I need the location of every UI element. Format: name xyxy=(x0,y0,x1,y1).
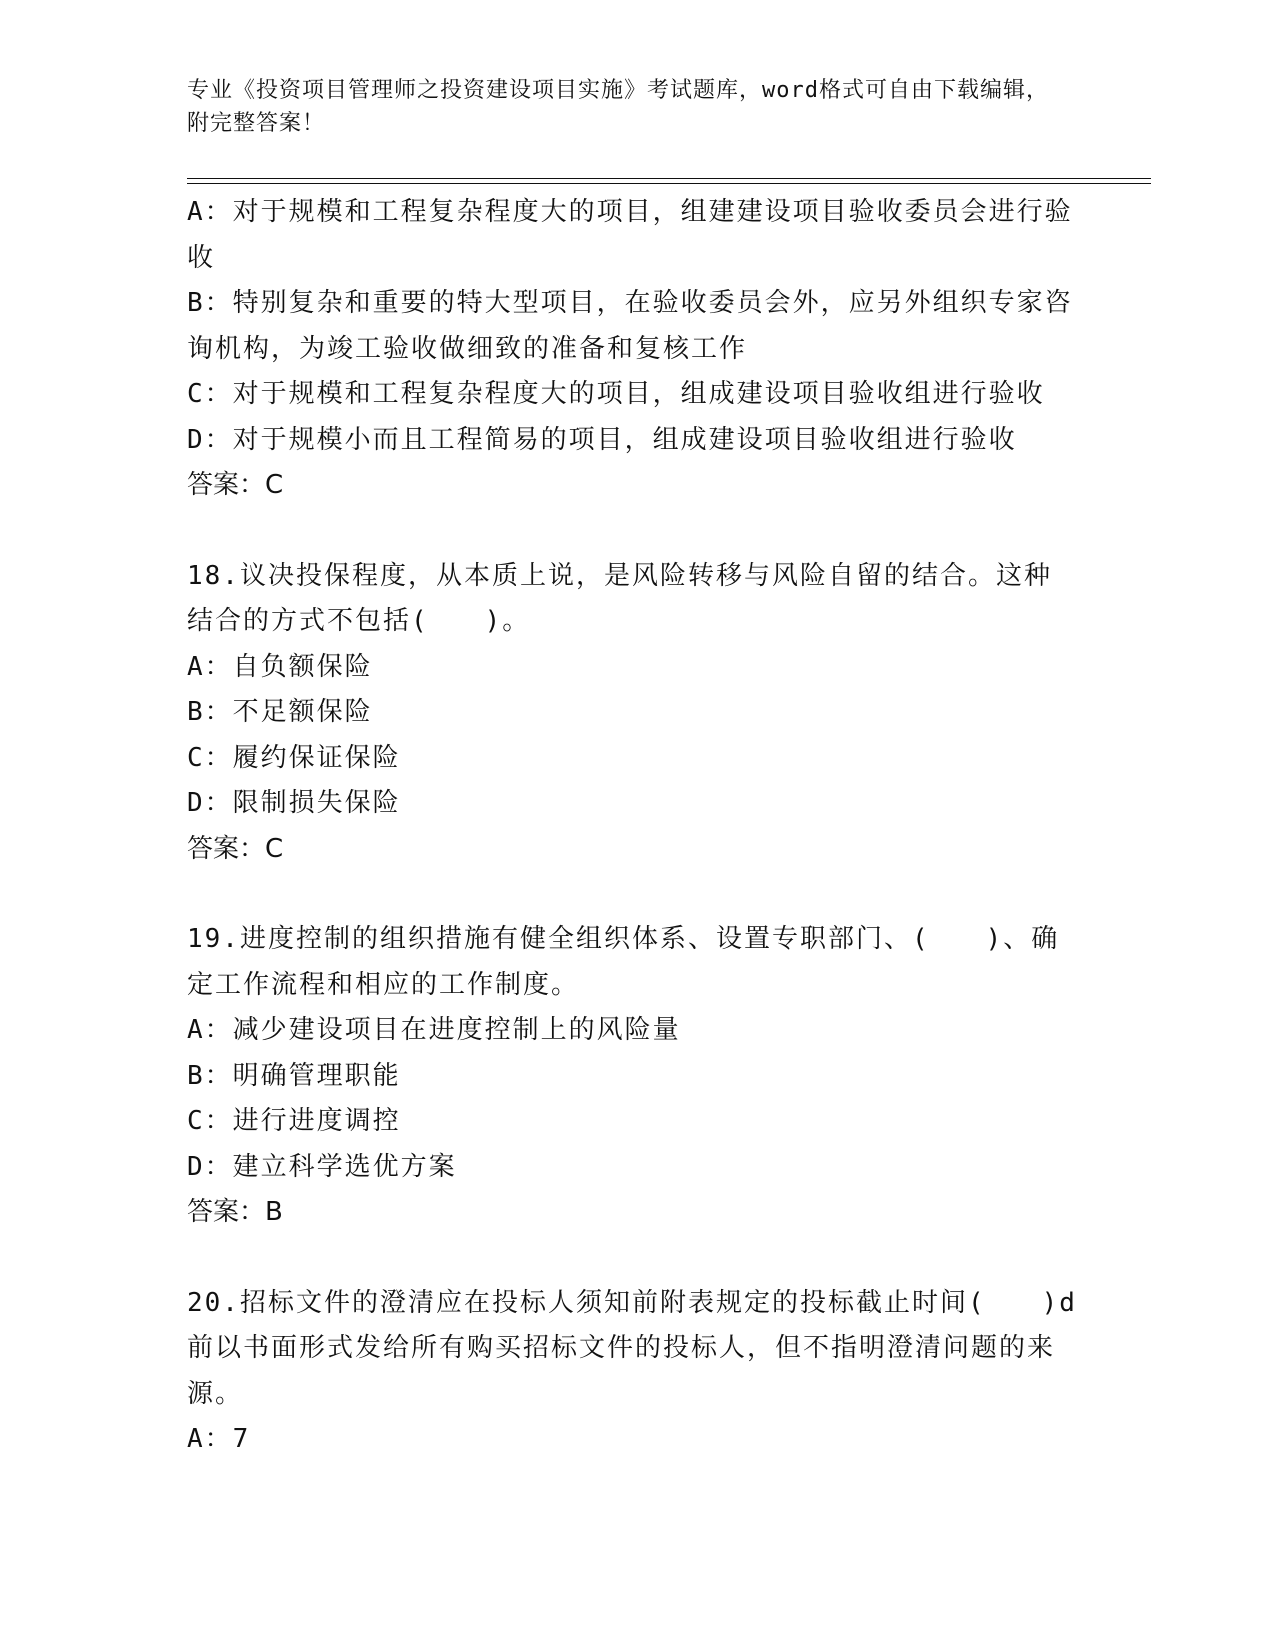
option-a: A：7 xyxy=(187,1424,251,1454)
option-d: D：对于规模小而且工程简易的项目，组成建设项目验收组进行验收 xyxy=(187,424,1017,455)
question-text: 18.议决投保程度，从本质上说，是风险转移与风险自留的结合。这种结合的方式不包括( )。 xyxy=(187,560,1052,636)
question-17-continued xyxy=(187,190,1077,509)
answer: 答案：B xyxy=(187,1197,283,1227)
option-d: D：限制损失保险 xyxy=(187,788,401,818)
answer: 答案：C xyxy=(187,470,284,500)
header-rule-bottom xyxy=(187,183,1151,184)
option-a: A：对于规模和工程复杂程度大的项目，组建建设项目验收委员会进行验收 xyxy=(187,197,1073,273)
question-list xyxy=(187,190,1077,1463)
option-c: C：履约保证保险 xyxy=(187,742,401,773)
answer: 答案：C xyxy=(187,833,284,864)
header-rule-top xyxy=(187,178,1151,179)
option-c: C：对于规模和工程复杂程度大的项目，组成建设项目验收组进行验收 xyxy=(187,379,1045,409)
question-18 xyxy=(187,554,1077,873)
question-20 xyxy=(187,1281,1077,1463)
document-header: 专业《投资项目管理师之投资建设项目实施》考试题库，word格式可自由下载编辑，附完整答案！ xyxy=(187,78,1049,136)
question-text: 20.招标文件的澄清应在投标人须知前附表规定的投标截止时间( )d前以书面形式发给所有购买招标文件的投标人，但不指明澄清问题的来源。 xyxy=(187,1287,1077,1409)
option-c: C：进行进度调控 xyxy=(187,1106,401,1136)
option-a: A：自负额保险 xyxy=(187,651,373,682)
question-text: 19.进度控制的组织措施有健全组织体系、设置专职部门、( )、确定工作流程和相应的工作制度。 xyxy=(187,924,1060,1000)
option-a: A：减少建设项目在进度控制上的风险量 xyxy=(187,1015,681,1045)
option-b: B：特别复杂和重要的特大型项目，在验收委员会外，应另外组织专家咨询机构，为竣工验收做细致的准备和复核工作 xyxy=(187,288,1073,364)
option-d: D：建立科学选优方案 xyxy=(187,1151,457,1182)
option-b: B：明确管理职能 xyxy=(187,1060,401,1091)
option-b: B：不足额保险 xyxy=(187,697,373,727)
question-19 xyxy=(187,917,1077,1236)
